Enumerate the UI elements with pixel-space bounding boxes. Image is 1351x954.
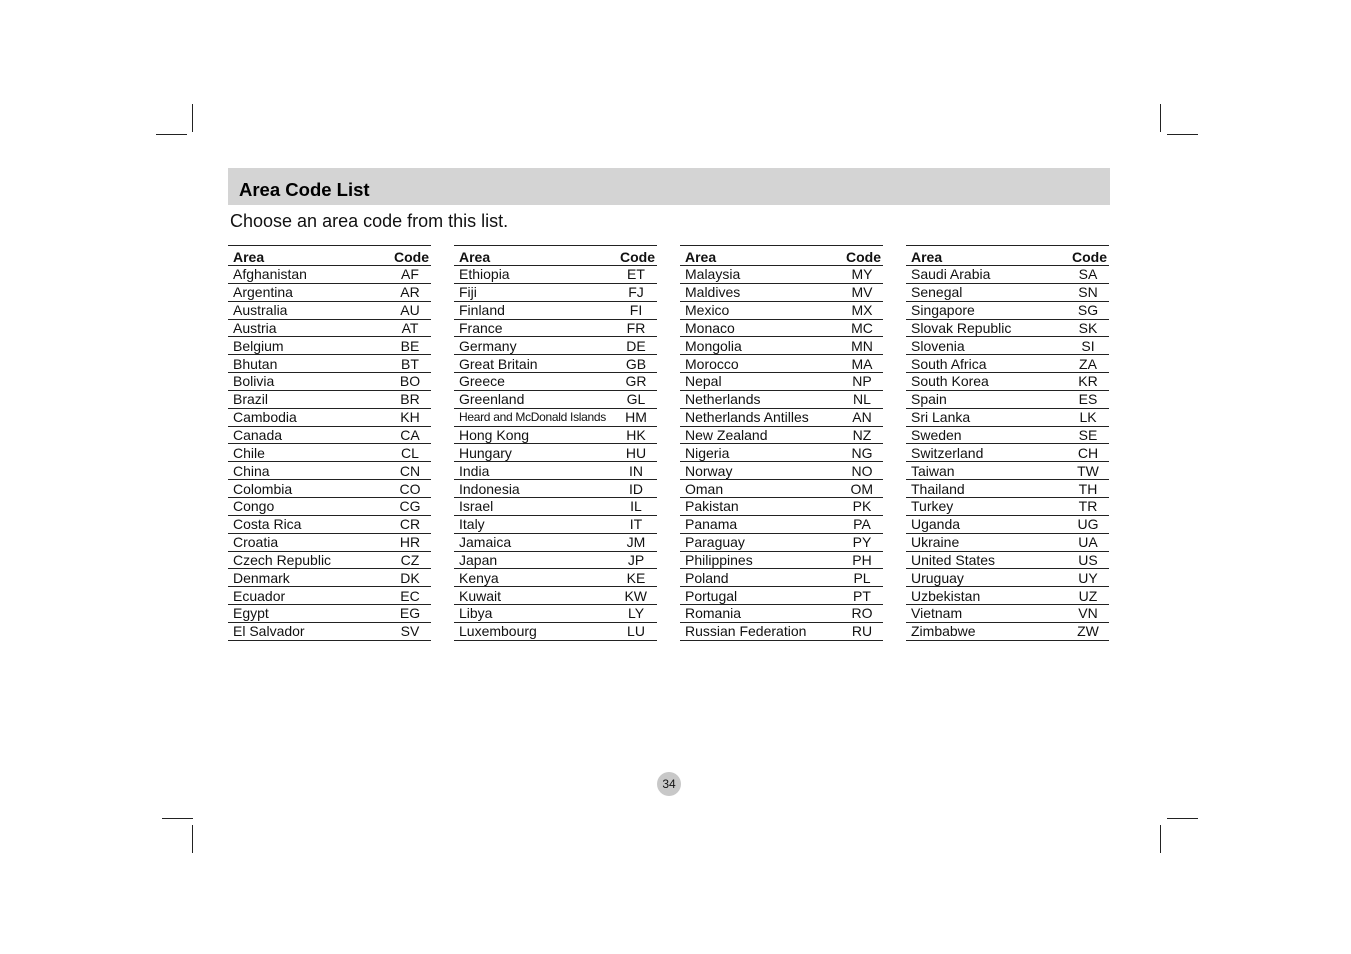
area-name: Poland	[685, 569, 729, 586]
table-row	[906, 266, 1109, 284]
area-code: RO	[851, 605, 873, 622]
area-name: Hungary	[459, 444, 512, 461]
page-subtitle: Choose an area code from this list.	[230, 211, 509, 231]
table-row	[906, 391, 1109, 409]
area-code: US	[1078, 551, 1098, 568]
area-name: Ukraine	[911, 534, 960, 551]
area-name: Ecuador	[233, 587, 286, 604]
area-code: UZ	[1078, 587, 1098, 604]
area-code: BO	[399, 373, 421, 390]
table-row	[680, 552, 883, 570]
area-name: Argentina	[233, 284, 293, 301]
area-code: MA	[851, 355, 873, 372]
area-name: Panama	[685, 516, 738, 533]
table-row	[228, 516, 431, 534]
area-code: JM	[626, 534, 646, 551]
area-code: MX	[851, 302, 873, 319]
area-name: Fiji	[459, 284, 477, 301]
table-row	[228, 587, 431, 605]
area-name: Sri Lanka	[911, 409, 971, 426]
table-row	[228, 552, 431, 570]
area-name: Zimbabwe	[911, 623, 976, 640]
table-row	[906, 302, 1109, 320]
area-code: LU	[627, 623, 645, 640]
area-name: Kenya	[459, 569, 499, 586]
area-name: Slovenia	[911, 337, 965, 354]
area-code: HR	[399, 534, 421, 551]
table-row	[454, 355, 657, 373]
area-name: Monaco	[685, 319, 735, 336]
area-code: SN	[1078, 284, 1098, 301]
area-name: Uzbekistan	[911, 587, 981, 604]
table-row	[454, 391, 657, 409]
area-code: OM	[850, 480, 873, 497]
code-header: Code	[1072, 249, 1107, 265]
crop-mark	[1160, 104, 1161, 132]
area-code: ID	[629, 480, 643, 497]
table-row	[454, 462, 657, 480]
area-name: Denmark	[233, 569, 290, 586]
table-row	[454, 409, 657, 427]
area-code: UY	[1078, 569, 1098, 586]
table-row	[454, 516, 657, 534]
table-row	[228, 498, 431, 516]
table-row	[228, 480, 431, 498]
area-name: Great Britain	[459, 355, 538, 372]
area-name: Colombia	[233, 480, 293, 497]
area-name: Brazil	[233, 391, 269, 408]
table-row	[680, 516, 883, 534]
area-code: CL	[401, 444, 419, 461]
table-row	[680, 534, 883, 552]
area-code: FJ	[628, 284, 644, 301]
page-title: Area Code List	[239, 179, 370, 200]
area-name: Russian Federation	[685, 623, 807, 640]
table-row	[454, 373, 657, 391]
table-row	[228, 605, 431, 623]
area-name: Netherlands Antilles	[685, 409, 809, 426]
area-name: India	[459, 462, 490, 479]
area-name: Egypt	[233, 605, 269, 622]
area-code: VN	[1078, 605, 1098, 622]
area-code: CZ	[400, 551, 420, 568]
area-name: Greenland	[459, 391, 525, 408]
area-code: FI	[629, 302, 643, 319]
table-row	[454, 320, 657, 338]
area-code: LK	[1079, 409, 1097, 426]
area-code: NZ	[852, 427, 872, 444]
table-row	[680, 284, 883, 302]
area-code: KR	[1078, 373, 1098, 390]
table-row	[906, 534, 1109, 552]
area-code: MY	[851, 266, 873, 283]
area-code: BE	[400, 337, 420, 354]
column-header	[454, 246, 657, 266]
area-name: Philippines	[685, 551, 753, 568]
crop-mark	[162, 818, 193, 819]
area-name: Norway	[685, 462, 733, 479]
crop-mark	[192, 104, 193, 132]
table-row	[228, 284, 431, 302]
area-code: MN	[851, 337, 873, 354]
area-name: Czech Republic	[233, 551, 332, 568]
area-name: Mexico	[685, 302, 730, 319]
area-code: PA	[853, 516, 871, 533]
table-row	[906, 337, 1109, 355]
area-name: France	[459, 319, 503, 336]
table-row	[228, 266, 431, 284]
table-row	[906, 480, 1109, 498]
table-row	[906, 516, 1109, 534]
area-code: SE	[1078, 427, 1098, 444]
area-code: RU	[851, 623, 873, 640]
area-name: Singapore	[911, 302, 975, 319]
table-row	[680, 409, 883, 427]
area-name: Kuwait	[459, 587, 502, 604]
table-row	[906, 444, 1109, 462]
table-row	[906, 373, 1109, 391]
area-name: Congo	[233, 498, 275, 515]
table-row	[906, 498, 1109, 516]
area-header: Area	[911, 249, 943, 265]
table-row	[228, 462, 431, 480]
area-name: Bhutan	[233, 355, 278, 372]
area-name: Ethiopia	[459, 266, 510, 283]
table-row	[906, 462, 1109, 480]
area-code: AF	[401, 266, 419, 283]
table-row	[454, 569, 657, 587]
area-name: Portugal	[685, 587, 738, 604]
area-code: KE	[626, 569, 646, 586]
area-name: Nepal	[685, 373, 722, 390]
table-row	[228, 355, 431, 373]
table-row	[454, 427, 657, 445]
code-header: Code	[394, 249, 429, 265]
table-row	[228, 320, 431, 338]
area-code: PK	[852, 498, 872, 515]
area-name: Uruguay	[911, 569, 964, 586]
area-name: Romania	[685, 605, 742, 622]
table-row	[680, 498, 883, 516]
area-name: Libya	[459, 605, 493, 622]
table-row	[680, 302, 883, 320]
table-row	[228, 337, 431, 355]
area-name: Paraguay	[685, 534, 745, 551]
area-code: GB	[625, 355, 647, 372]
area-name: Canada	[233, 427, 283, 444]
table-row	[228, 569, 431, 587]
table-row	[680, 623, 883, 641]
area-code: SK	[1078, 319, 1098, 336]
table-row	[680, 373, 883, 391]
table-row	[454, 337, 657, 355]
area-name: Israel	[459, 498, 494, 515]
area-code: AN	[852, 409, 872, 426]
area-name: South Korea	[911, 373, 989, 390]
area-code: JP	[627, 551, 645, 568]
area-name: Costa Rica	[233, 516, 302, 533]
area-code: NP	[852, 373, 872, 390]
area-code: SV	[400, 623, 420, 640]
area-name: Sweden	[911, 427, 962, 444]
table-row	[454, 302, 657, 320]
area-name: United States	[911, 551, 996, 568]
area-name: Saudi Arabia	[911, 266, 991, 283]
area-name: Indonesia	[459, 480, 520, 497]
table-row	[680, 266, 883, 284]
area-name: Chile	[233, 444, 265, 461]
area-name: Switzerland	[911, 444, 984, 461]
area-name: Oman	[685, 480, 724, 497]
table-row	[228, 534, 431, 552]
table-row	[906, 569, 1109, 587]
area-name: Australia	[233, 302, 288, 319]
area-code: MV	[851, 284, 873, 301]
table-row	[680, 337, 883, 355]
table-row	[228, 409, 431, 427]
table-row	[454, 444, 657, 462]
table-row	[228, 444, 431, 462]
area-code: NO	[851, 462, 873, 479]
area-name: Maldives	[685, 284, 741, 301]
page-number: 34	[657, 772, 681, 796]
area-code: CA	[400, 427, 420, 444]
area-code: ET	[627, 266, 645, 283]
area-name: Nigeria	[685, 444, 730, 461]
area-code: AU	[400, 302, 420, 319]
area-name: Mongolia	[685, 337, 742, 354]
area-name: Hong Kong	[459, 427, 530, 444]
area-header: Area	[233, 249, 265, 265]
area-code: SI	[1081, 337, 1095, 354]
area-name: Bolivia	[233, 373, 275, 390]
table-row	[680, 391, 883, 409]
table-row	[454, 623, 657, 641]
area-name: Jamaica	[459, 534, 512, 551]
area-header: Area	[459, 249, 491, 265]
crop-mark	[1167, 818, 1198, 819]
area-code: IN	[629, 462, 643, 479]
area-name: South Africa	[911, 355, 987, 372]
area-code: ZW	[1077, 623, 1099, 640]
code-header: Code	[846, 249, 881, 265]
area-name: Luxembourg	[459, 623, 537, 640]
area-code: BT	[401, 355, 419, 372]
table-row	[906, 427, 1109, 445]
table-row	[906, 355, 1109, 373]
column-header	[228, 246, 431, 266]
area-code: EC	[400, 587, 420, 604]
table-row	[680, 427, 883, 445]
table-row	[906, 605, 1109, 623]
area-code: IL	[630, 498, 642, 515]
area-code: KH	[400, 409, 420, 426]
area-code-column	[228, 245, 431, 641]
table-row	[454, 587, 657, 605]
area-name: El Salvador	[233, 623, 305, 640]
table-row	[680, 444, 883, 462]
area-name: New Zealand	[685, 427, 768, 444]
area-name: Pakistan	[685, 498, 739, 515]
area-name: Cambodia	[233, 409, 297, 426]
area-code: FR	[626, 319, 646, 336]
area-code: NG	[851, 444, 873, 461]
area-name: Malaysia	[685, 266, 741, 283]
area-code-column	[680, 245, 883, 641]
section-title-bar	[228, 168, 1110, 205]
area-name: Thailand	[911, 480, 965, 497]
area-name: Vietnam	[911, 605, 963, 622]
area-name: Senegal	[911, 284, 963, 301]
area-code: TR	[1078, 498, 1098, 515]
area-code: CG	[399, 498, 421, 515]
area-code: HK	[626, 427, 646, 444]
area-code: HM	[625, 409, 647, 426]
table-row	[228, 623, 431, 641]
area-code: CR	[399, 516, 421, 533]
area-name: Afghanistan	[233, 266, 307, 283]
area-code: SG	[1077, 302, 1099, 319]
table-row	[906, 587, 1109, 605]
column-header	[680, 246, 883, 266]
area-name: Japan	[459, 551, 498, 568]
table-row	[228, 302, 431, 320]
area-name: Slovak Republic	[911, 319, 1012, 336]
area-name: Morocco	[685, 355, 739, 372]
crop-mark	[156, 134, 187, 135]
area-code: PL	[853, 569, 871, 586]
area-header: Area	[685, 249, 717, 265]
area-code: DK	[400, 569, 420, 586]
area-name: Spain	[911, 391, 947, 408]
area-name: Netherlands	[685, 391, 761, 408]
area-code: GL	[626, 391, 646, 408]
table-row	[906, 409, 1109, 427]
table-row	[680, 587, 883, 605]
area-name: Germany	[459, 337, 517, 354]
area-name: China	[233, 462, 270, 479]
area-code: ZA	[1079, 355, 1097, 372]
area-code: PT	[853, 587, 871, 604]
area-code: AR	[400, 284, 420, 301]
area-code: AT	[401, 319, 419, 336]
area-code: DE	[626, 337, 646, 354]
area-code: KW	[624, 587, 647, 604]
area-code: TH	[1078, 480, 1098, 497]
area-code: TW	[1077, 462, 1099, 479]
area-name: Heard and McDonald Islands	[459, 410, 606, 425]
area-name: Belgium	[233, 337, 284, 354]
area-name: Croatia	[233, 534, 279, 551]
area-code: IT	[629, 516, 643, 533]
area-code: HU	[625, 444, 647, 461]
area-code: CH	[1077, 444, 1099, 461]
area-code: PH	[852, 551, 872, 568]
table-row	[228, 427, 431, 445]
area-code: LY	[627, 605, 645, 622]
area-name: Austria	[233, 319, 277, 336]
table-row	[228, 373, 431, 391]
area-code-column	[454, 245, 657, 641]
area-name: Uganda	[911, 516, 961, 533]
area-code: UA	[1078, 534, 1098, 551]
area-code: MC	[851, 319, 873, 336]
code-header: Code	[620, 249, 655, 265]
area-name: Turkey	[911, 498, 954, 515]
area-code: UG	[1077, 516, 1099, 533]
crop-mark	[1160, 825, 1161, 853]
table-row	[680, 569, 883, 587]
table-row	[454, 552, 657, 570]
table-row	[906, 623, 1109, 641]
area-name: Finland	[459, 302, 505, 319]
table-row	[454, 534, 657, 552]
table-row	[680, 480, 883, 498]
table-row	[680, 320, 883, 338]
table-row	[454, 498, 657, 516]
table-row	[228, 391, 431, 409]
area-name: Greece	[459, 373, 505, 390]
table-row	[680, 605, 883, 623]
area-code: ES	[1078, 391, 1098, 408]
table-row	[906, 320, 1109, 338]
area-code: NL	[853, 391, 871, 408]
crop-mark	[192, 825, 193, 853]
area-code: EG	[399, 605, 421, 622]
area-code: PY	[852, 534, 872, 551]
table-row	[454, 480, 657, 498]
crop-mark	[1167, 134, 1198, 135]
table-row	[906, 284, 1109, 302]
table-row	[680, 462, 883, 480]
table-row	[454, 284, 657, 302]
table-row	[454, 605, 657, 623]
area-code: CO	[399, 480, 421, 497]
area-code-column	[906, 245, 1109, 641]
area-code: SA	[1078, 266, 1098, 283]
table-row	[680, 355, 883, 373]
area-code: BR	[400, 391, 420, 408]
area-code: GR	[625, 373, 647, 390]
area-name: Italy	[459, 516, 485, 533]
area-name: Taiwan	[911, 462, 955, 479]
area-code: CN	[399, 462, 421, 479]
table-row	[454, 266, 657, 284]
column-header	[906, 246, 1109, 266]
table-row	[906, 552, 1109, 570]
